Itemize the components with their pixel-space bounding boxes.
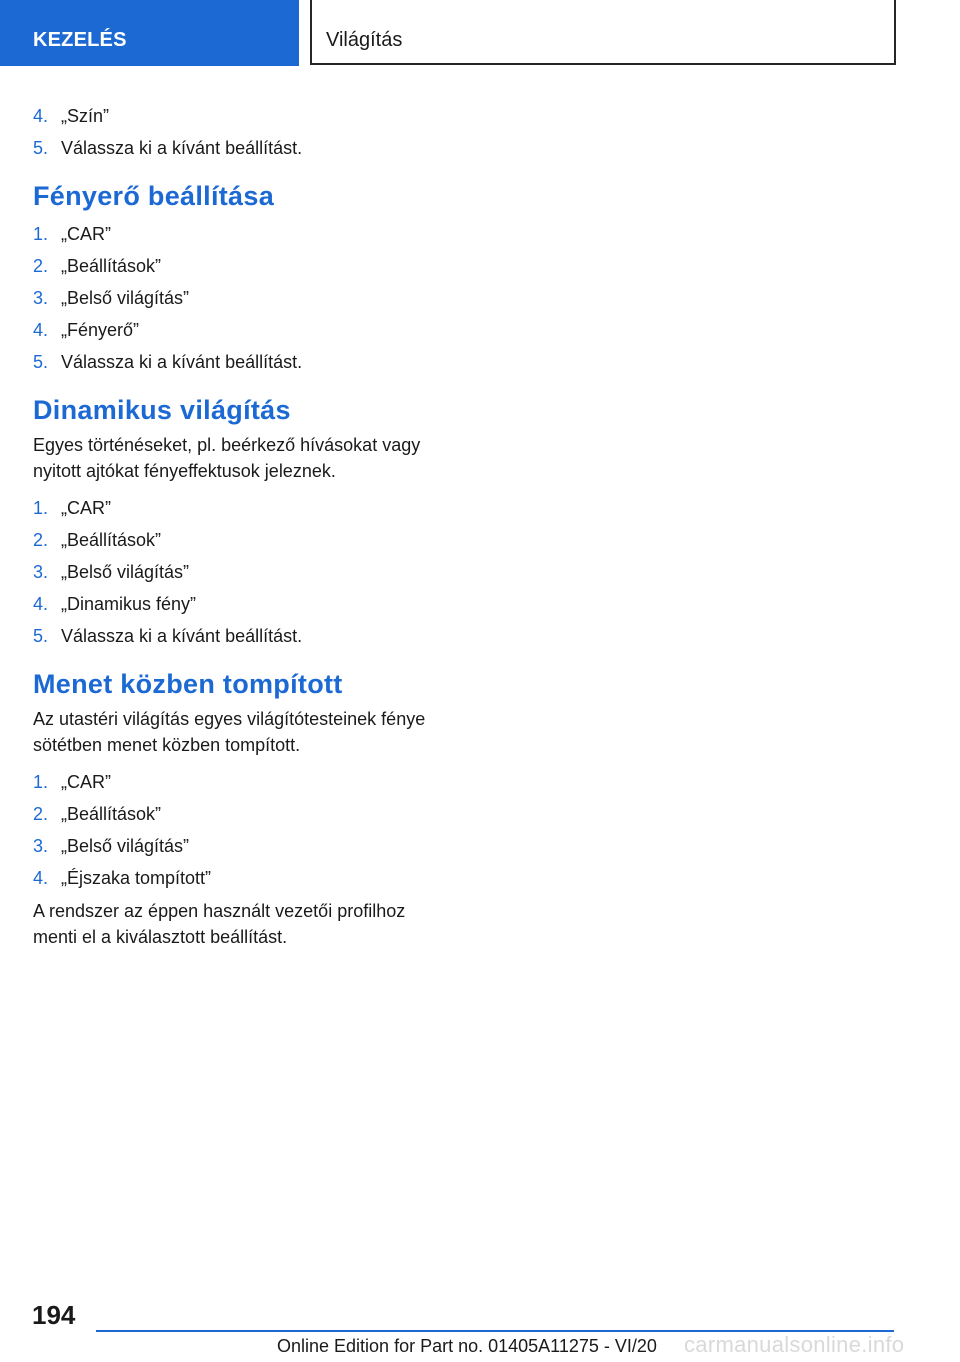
page-number: 194 — [32, 1300, 76, 1330]
step-text: „Beállítások” — [61, 804, 162, 824]
step-text: „Beállítások” — [61, 256, 162, 276]
step-number: 3. — [33, 836, 49, 856]
step-text: „Beállítások” — [61, 530, 162, 550]
step-number: 5. — [33, 626, 49, 646]
intro-steps — [33, 100, 453, 164]
brightness-steps — [33, 218, 453, 378]
list-item — [33, 282, 453, 314]
step-number: 1. — [33, 772, 49, 792]
list-item — [33, 492, 453, 524]
step-text: Válassza ki a kívánt beállítást. — [61, 138, 303, 158]
dynamic-steps — [33, 492, 453, 652]
step-number: 2. — [33, 804, 49, 824]
step-text: „Fényerő” — [61, 320, 140, 340]
list-item — [33, 218, 453, 250]
list-item — [33, 132, 453, 164]
step-text: „Belső világítás” — [61, 562, 190, 582]
list-item — [33, 862, 453, 894]
step-text: „Szín” — [61, 106, 110, 126]
step-number: 4. — [33, 868, 49, 888]
step-number: 1. — [33, 224, 49, 244]
list-item — [33, 830, 453, 862]
watermark: carmanualsonline.info — [684, 1332, 905, 1357]
list-item — [33, 524, 453, 556]
step-number: 3. — [33, 562, 49, 582]
dimmed-heading: Menet közben tompított — [33, 669, 343, 699]
dimmed-steps — [33, 766, 453, 894]
list-item — [33, 556, 453, 588]
step-text: „Belső világítás” — [61, 288, 190, 308]
list-item — [33, 100, 453, 132]
step-text: Válassza ki a kívánt beállítást. — [61, 626, 303, 646]
chapter-tab — [310, 0, 896, 65]
section-tab — [0, 0, 299, 66]
step-text: „CAR” — [61, 498, 111, 518]
step-number: 5. — [33, 138, 49, 158]
dimmed-description: Az utastéri világítás egyes világítótesteinek fénye sötétben menet közben tompított. — [33, 709, 426, 755]
list-item — [33, 250, 453, 282]
list-item — [33, 620, 453, 652]
chapter-title: Világítás — [326, 29, 403, 51]
step-text: Válassza ki a kívánt beállítást. — [61, 352, 303, 372]
list-item — [33, 314, 453, 346]
list-item — [33, 588, 453, 620]
step-number: 2. — [33, 530, 49, 550]
step-number: 4. — [33, 320, 49, 340]
list-item — [33, 346, 453, 378]
dynamic-heading: Dinamikus világítás — [33, 395, 291, 425]
step-number: 4. — [33, 106, 49, 126]
step-text: „Belső világítás” — [61, 836, 190, 856]
step-number: 1. — [33, 498, 49, 518]
step-text: „CAR” — [61, 224, 111, 244]
step-text: „Dinamikus fény” — [61, 594, 197, 614]
profile-note: A rendszer az éppen használt vezetői profilhoz menti el a kiválasztott beállítást. — [33, 901, 406, 947]
step-number: 4. — [33, 594, 49, 614]
step-text: „Éjszaka tompított” — [61, 868, 212, 888]
list-item — [33, 766, 453, 798]
step-text: „CAR” — [61, 772, 111, 792]
page-content — [33, 100, 453, 958]
edition-text: Online Edition for Part no. 01405A11275 - VI/20 — [277, 1336, 657, 1356]
step-number: 5. — [33, 352, 49, 372]
list-item — [33, 798, 453, 830]
brightness-heading: Fényerő beállítása — [33, 181, 275, 211]
section-title: KEZELÉS — [33, 29, 127, 51]
step-number: 3. — [33, 288, 49, 308]
step-number: 2. — [33, 256, 49, 276]
dynamic-description: Egyes történéseket, pl. beérkező hívásokat vagy nyitott ajtókat fényeffektusok jeleznek. — [33, 435, 421, 481]
